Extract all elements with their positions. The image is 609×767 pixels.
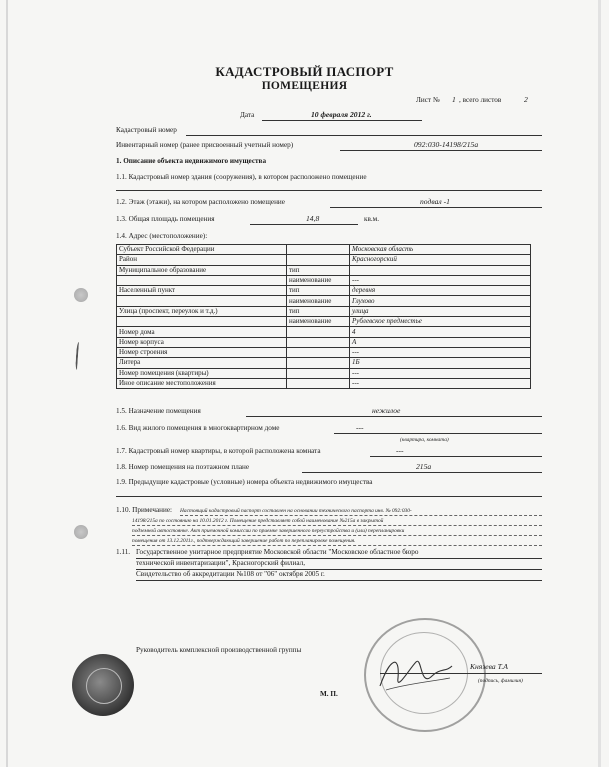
address-field-type xyxy=(287,368,350,378)
section-1-3-label: 1.3. Общая площадь помещения xyxy=(116,215,215,223)
floor-plan-number-value: 215а xyxy=(416,462,432,471)
embossed-seal-inner xyxy=(86,668,122,704)
address-field-type xyxy=(287,347,350,357)
note-line-3: подземной автостоянке. Акт приемочной комиссии по приемке завершенного переустройства и (или) перепланировки xyxy=(132,528,405,534)
address-field-type: тип xyxy=(287,265,350,275)
note-underline-1 xyxy=(180,515,542,516)
address-row xyxy=(117,286,531,296)
address-field-name: Субъект Российской Федерации xyxy=(117,245,287,255)
note-line-4: помещения от 13.12.2011г., подтверждающий завершение работ по перепланировке помещения. xyxy=(132,538,356,544)
organization-underline-2 xyxy=(136,569,542,570)
section-1-1-underline xyxy=(116,190,542,191)
address-field-value xyxy=(350,265,531,275)
address-field-type xyxy=(287,358,350,368)
address-field-name: Номер дома xyxy=(117,327,287,337)
signatory-title: Руководитель комплексной производственной группы xyxy=(136,646,302,654)
accreditation-line: Свидетельство об аккредитации №108 от "06" октября 2005 г. xyxy=(136,570,325,578)
address-field-name xyxy=(117,296,287,306)
address-field-value: Красногорский xyxy=(350,255,531,265)
note-line-2: 14198/215а по состоянию на 10.01.2012 г. Помещение представляет собой наименование №215а в закрытой xyxy=(132,518,384,524)
address-field-value: Рублевское предместье xyxy=(350,317,531,327)
section-1-1: 1.1. Кадастровый номер здания (сооружения), в котором расположено помещение xyxy=(116,173,367,181)
floor-underline xyxy=(330,207,542,208)
address-row xyxy=(117,275,531,285)
document-subtitle: ПОМЕЩЕНИЯ xyxy=(261,80,348,92)
section-1-8-label: 1.8. Номер помещения на поэтажном плане xyxy=(116,463,250,471)
address-field-value: --- xyxy=(350,378,531,388)
date-label: Дата xyxy=(240,111,255,119)
document-title: КАДАСТРОВЫЙ ПАСПОРТ xyxy=(215,64,394,79)
address-field-name: Муниципальное образование xyxy=(117,265,287,275)
apartment-number-value: --- xyxy=(396,446,404,455)
address-field-name xyxy=(117,317,287,327)
apartment-number-underline xyxy=(370,456,542,457)
address-field-type: тип xyxy=(287,306,350,316)
address-row xyxy=(117,378,531,388)
address-row xyxy=(117,358,531,368)
signatory-name: Князева Т.А xyxy=(470,662,508,671)
purpose-value: нежилое xyxy=(372,406,401,415)
section-1-6-label: 1.6. Вид жилого помещения в многоквартирном доме xyxy=(116,424,280,432)
organization-underline-3 xyxy=(136,580,542,581)
address-field-name: Номер помещения (квартиры) xyxy=(117,368,287,378)
address-field-name: Номер корпуса xyxy=(117,337,287,347)
inventory-label: Инвентарный номер (ранее присвоенный учетный номер) xyxy=(116,141,294,149)
pen-mark xyxy=(75,342,82,370)
sheet-number: 1 xyxy=(452,95,456,104)
floor-value: подвал -1 xyxy=(420,197,450,206)
address-field-type: наименование xyxy=(287,317,350,327)
cadastral-label: Кадастровый номер xyxy=(116,126,177,134)
sheet-total: 2 xyxy=(524,95,528,104)
address-field-value: Московская область xyxy=(350,245,531,255)
punch-hole-top xyxy=(74,288,88,302)
address-row xyxy=(117,347,531,357)
address-row xyxy=(117,245,531,255)
address-row xyxy=(117,306,531,316)
floor-plan-number-underline xyxy=(302,472,542,473)
date-underline xyxy=(262,120,422,121)
address-field-value: --- xyxy=(350,347,531,357)
address-field-type: наименование xyxy=(287,296,350,306)
address-row xyxy=(117,337,531,347)
address-field-value: деревня xyxy=(350,286,531,296)
page-edge-left xyxy=(6,0,8,767)
section-1-4-label: 1.4. Адрес (местоположение): xyxy=(116,232,208,240)
section-1-10-label: 1.10. Примечание: xyxy=(116,506,173,514)
note-underline-2 xyxy=(132,525,542,526)
area-value: 14,8 xyxy=(306,214,320,223)
sheet-total-label: , всего листов xyxy=(459,96,502,104)
address-field-type xyxy=(287,337,350,347)
address-field-name: Район xyxy=(117,255,287,265)
sheet-label: Лист № xyxy=(416,96,440,104)
dwelling-type-note: (квартира, комната) xyxy=(400,437,449,443)
address-field-type: тип xyxy=(287,286,350,296)
cadastral-underline xyxy=(186,135,542,136)
address-row xyxy=(117,265,531,275)
note-underline-4 xyxy=(132,545,542,546)
dwelling-type-value: --- xyxy=(356,423,364,432)
inventory-value: 092:030-14198/215а xyxy=(414,140,479,149)
section-1-7-label: 1.7. Кадастровый номер квартиры, в которой расположена комната xyxy=(116,447,321,455)
address-field-value: 4 xyxy=(350,327,531,337)
address-field-type xyxy=(287,255,350,265)
address-table xyxy=(116,244,531,389)
section-1-heading: 1. Описание объекта недвижимого имущества xyxy=(116,157,267,165)
section-1-11-label: 1.11. xyxy=(116,548,131,556)
signatory-name-underline xyxy=(466,673,542,674)
purpose-underline xyxy=(246,416,542,417)
area-underline xyxy=(250,224,358,225)
address-row xyxy=(117,296,531,306)
note-line-1: Настоящий кадастровый паспорт составлен на основании технического паспорта инв. № 092:030- xyxy=(180,508,412,514)
area-unit: кв.м. xyxy=(364,215,380,223)
address-field-value: А xyxy=(350,337,531,347)
address-field-type xyxy=(287,245,350,255)
address-field-name: Литера xyxy=(117,358,287,368)
section-1-5-label: 1.5. Назначение помещения xyxy=(116,407,201,415)
punch-hole-bottom xyxy=(74,525,88,539)
address-field-name: Иное описание местоположения xyxy=(117,378,287,388)
note-underline-3 xyxy=(132,535,542,536)
address-row xyxy=(117,327,531,337)
address-field-value: улица xyxy=(350,306,531,316)
inventory-underline xyxy=(340,150,542,151)
address-field-name: Номер строения xyxy=(117,347,287,357)
seal-place-label: М. П. xyxy=(320,690,338,698)
organization-underline-1 xyxy=(136,558,542,559)
date-value: 10 февраля 2012 г. xyxy=(311,110,372,119)
signature-underline xyxy=(380,673,476,674)
page-edge-right xyxy=(598,0,601,767)
address-row xyxy=(117,255,531,265)
dwelling-type-underline xyxy=(334,433,542,434)
section-1-9-label: 1.9. Предыдущие кадастровые (условные) номера объекта недвижимого имущества xyxy=(116,478,373,486)
address-field-value: 1Б xyxy=(350,358,531,368)
address-row xyxy=(117,368,531,378)
address-field-value: Глухово xyxy=(350,296,531,306)
organization-line-1: Государственное унитарное предприятие Московской области "Московское областное бюро xyxy=(136,548,419,556)
address-field-name: Населенный пункт xyxy=(117,286,287,296)
signature-note: (подпись, фамилия) xyxy=(478,678,523,684)
section-1-9-underline xyxy=(116,496,542,497)
address-row xyxy=(117,317,531,327)
address-field-value: --- xyxy=(350,275,531,285)
organization-line-2: технической инвентаризации", Красногорский филиал, xyxy=(136,559,306,567)
address-field-type xyxy=(287,378,350,388)
section-1-2-label: 1.2. Этаж (этажи), на котором расположено помещение xyxy=(116,198,285,206)
address-field-value: --- xyxy=(350,368,531,378)
address-field-name xyxy=(117,275,287,285)
address-field-type xyxy=(287,327,350,337)
address-field-type: наименование xyxy=(287,275,350,285)
address-field-name: Улица (проспект, переулок и т.д.) xyxy=(117,306,287,316)
